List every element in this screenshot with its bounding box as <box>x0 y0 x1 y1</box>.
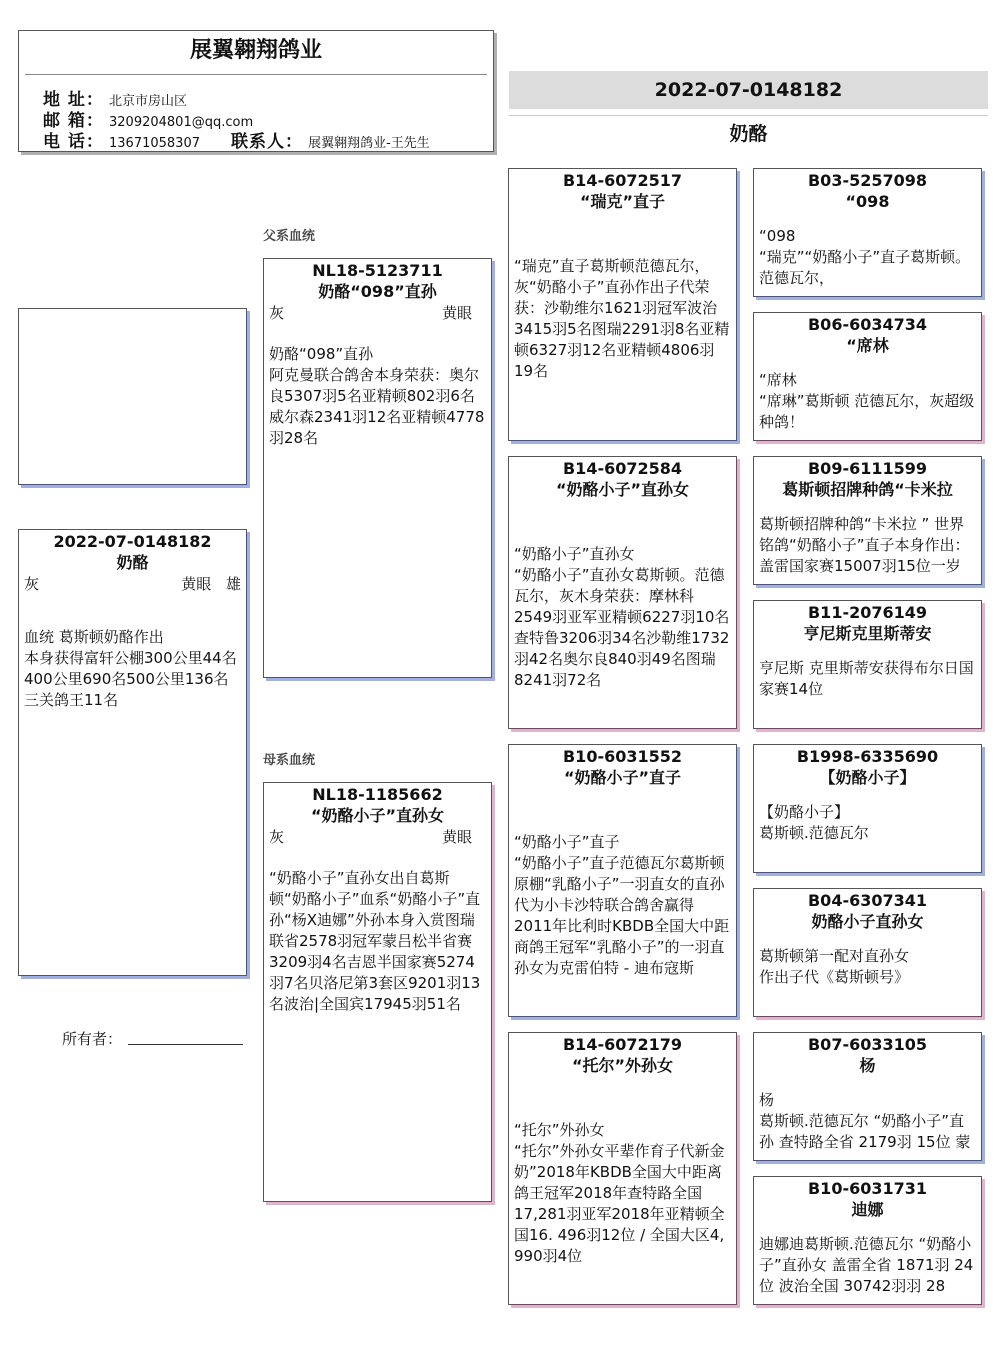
gen4-card <box>753 1176 982 1305</box>
gen4-name: 迪娜 <box>851 1200 884 1219</box>
gen4-card <box>753 888 982 1017</box>
gen4-name: “席林 <box>846 336 889 355</box>
subject-card <box>18 529 247 976</box>
gen3-name: “奶酪小子”直子 <box>563 768 682 787</box>
dam-card <box>263 782 492 1202</box>
gen4-name: 杨 <box>859 1056 876 1075</box>
email-value: 3209204801@qq.com <box>109 115 254 130</box>
gen4-desc: 葛斯顿招牌种鸽“卡米拉 ” 世界铭鸽“奶酪小子”直子本身作出：盖雷国家赛15007羽15位一岁 <box>759 515 970 575</box>
gen4-card <box>753 456 982 585</box>
gen4-name: “098 <box>845 192 890 211</box>
dam-name: “奶酪小子”直孙女 <box>310 806 445 825</box>
gen4-desc: 亨尼斯 克里斯蒂安获得布尔日国家赛14位 <box>759 659 974 698</box>
ring-banner <box>509 71 988 109</box>
dam-section-label: 母系血统 <box>263 753 316 768</box>
gen3-card <box>508 744 737 1017</box>
gen3-card <box>508 1032 737 1305</box>
ring-banner-text: 2022-07-0148182 <box>654 79 843 101</box>
contact-value: 展翼翱翔鸽业-王先生 <box>308 136 430 151</box>
photo-frame <box>18 308 247 485</box>
sire-name: 奶酪“098”直孙 <box>318 282 437 301</box>
sire-desc: 奶酪“098”直孙 阿克曼联合鸽舍本身荣获：奥尔良5307羽5名亚精顿802羽6名威尔森2341羽12名亚精顿4778羽28名 <box>269 345 485 447</box>
gen3-name: “托尔”外孙女 <box>571 1056 674 1075</box>
header-divider <box>25 74 487 75</box>
gen3-desc: “奶酪小子”直子 “奶酪小子”直子范德瓦尔葛斯顿原棚“乳酪小子”一羽直女的直孙代为小卡沙特联合鸽舍赢得2011年比利时KBDB全国大中距商鸽王冠军“乳酪小子”的一羽直孙女为克雷伯特 - 迪布寇斯 <box>514 833 730 977</box>
owner-label: 所有者： <box>62 1030 123 1048</box>
loft-title: 展翼翱翔鸽业 <box>189 38 322 63</box>
subject-traits <box>19 573 246 595</box>
gen3-ring: B14-6072584 <box>562 459 683 478</box>
gen4-ring: B11-2076149 <box>807 603 928 622</box>
phone-value: 13671058307 <box>109 136 200 151</box>
contact-row <box>231 127 430 152</box>
gen4-ring: B1998-6335690 <box>796 747 939 766</box>
gen3-desc: “瑞克”直子葛斯顿范德瓦尔，灰“奶酪小子”直孙作出子代荣获：沙勒维尔1621羽冠军波治3415羽5名图瑞2291羽8名亚精顿6327羽12名亚精顿4806羽19名 <box>514 257 730 380</box>
dam-color: 灰 <box>269 828 285 846</box>
subject-name: 奶酪 <box>116 553 149 572</box>
sire-eye: 黄眼 <box>441 304 472 322</box>
gen4-ring: B03-5257098 <box>807 171 928 190</box>
dam-desc: “奶酪小子”直孙女出自葛斯顿“奶酪小子”血系“奶酪小子”直孙“杨X迪娜”外孙本身入赏图瑞联省2578羽冠军蒙吕松半省赛3209羽4名吉恩半国家赛5274羽7名贝洛尼第3套区9201羽13名波治|全国宾17945羽51名 <box>269 869 481 1013</box>
gen4-card <box>753 312 982 441</box>
owner-line[interactable] <box>128 1044 243 1045</box>
gen3-name: “瑞克”直子 <box>579 192 666 211</box>
owner-row <box>62 1028 122 1049</box>
gen3-ring: B14-6072517 <box>562 171 683 190</box>
gen4-desc: 迪娜迪葛斯顿.范德瓦尔 “奶酪小子”直孙女 盖雷全省 1871羽 24位 波治全国 30742羽羽 28 <box>759 1235 974 1295</box>
gen3-desc: “奶酪小子”直孙女 “奶酪小子”直孙女葛斯顿。范德瓦尔，灰木身荣获：摩林科2549羽亚军亚精顿6227羽10名查特鲁3206羽34名沙勒维1732羽42名奥尔良840羽49名图瑞8241羽72名 <box>514 545 730 689</box>
dam-ring: NL18-1185662 <box>312 785 443 804</box>
gen4-name: 葛斯顿招牌种鸽“卡米拉 <box>782 480 953 499</box>
sire-card <box>263 258 492 678</box>
dam-eye: 黄眼 <box>441 828 472 846</box>
gen3-card <box>508 456 737 729</box>
phone-row <box>43 127 200 152</box>
banner-rule <box>509 115 988 116</box>
phone-label: 电 话： <box>43 132 104 152</box>
gen4-desc: 【奶酪小子】 葛斯顿.范德瓦尔 <box>759 803 869 842</box>
gen4-name: 【奶酪小子】 <box>819 768 916 787</box>
gen3-ring: B14-6072179 <box>562 1035 683 1054</box>
gen3-desc: “托尔”外孙女 “托尔”外孙女平辈作育子代新金奶”2018年KBDB全国大中距离鸽王冠军2018年查特路全国17,281羽亚军2018年亚精顿全国16. 496羽12位 / 全国大区4, 990羽4位 <box>514 1121 725 1265</box>
gen4-ring: B04-6307341 <box>807 891 928 910</box>
sire-section-label: 父系血统 <box>263 229 316 244</box>
contact-label: 联系人： <box>231 132 303 152</box>
gen4-name: 亨尼斯克里斯蒂安 <box>803 624 932 643</box>
gen4-card <box>753 168 982 297</box>
sire-ring: NL18-5123711 <box>312 261 443 280</box>
gen4-ring: B09-6111599 <box>807 459 928 478</box>
gen4-desc: 杨 葛斯顿.范德瓦尔 “奶酪小子”直孙 查特路全省 2179羽 15位 蒙 <box>759 1091 971 1151</box>
gen4-card <box>753 744 982 873</box>
gen3-card <box>508 168 737 441</box>
gen4-ring: B06-6034734 <box>807 315 928 334</box>
gen4-desc: “席林 “席琳”葛斯顿 范德瓦尔，灰超级种鸽！ <box>759 371 975 431</box>
gen4-card <box>753 1032 982 1161</box>
subject-ring: 2022-07-0148182 <box>53 532 212 551</box>
gen4-card <box>753 600 982 729</box>
gen4-ring: B10-6031731 <box>807 1179 928 1198</box>
sire-traits <box>264 302 491 324</box>
address-label: 地 址： <box>43 90 104 110</box>
sire-color: 灰 <box>269 304 285 322</box>
subject-sex: 雄 <box>225 575 241 593</box>
address-value: 北京市房山区 <box>109 94 188 109</box>
gen4-ring: B07-6033105 <box>807 1035 928 1054</box>
subject-color: 灰 <box>24 575 40 593</box>
subject-eye-sex <box>181 573 241 595</box>
gen3-ring: B10-6031552 <box>562 747 683 766</box>
gen4-desc: “098 “瑞克”“奶酪小子”直子葛斯顿。范德瓦尔， <box>759 227 971 287</box>
subject-desc: 血统 葛斯顿奶酪作出 本身获得富轩公棚300公里44名400公里690名500公里136名三关鸽王11名 <box>24 628 237 709</box>
subject-eye: 黄眼 <box>181 575 212 593</box>
dam-traits <box>264 826 491 848</box>
gen4-name: 奶酪小子直孙女 <box>811 912 924 931</box>
gen4-desc: 葛斯顿第一配对直孙女 作出子代《葛斯顿号》 <box>759 947 910 986</box>
loft-header-card <box>18 30 494 152</box>
email-label: 邮 箱： <box>43 111 104 131</box>
gen3-name: “奶酪小子”直孙女 <box>555 480 690 499</box>
pigeon-name-title: 奶酪 <box>729 123 768 145</box>
